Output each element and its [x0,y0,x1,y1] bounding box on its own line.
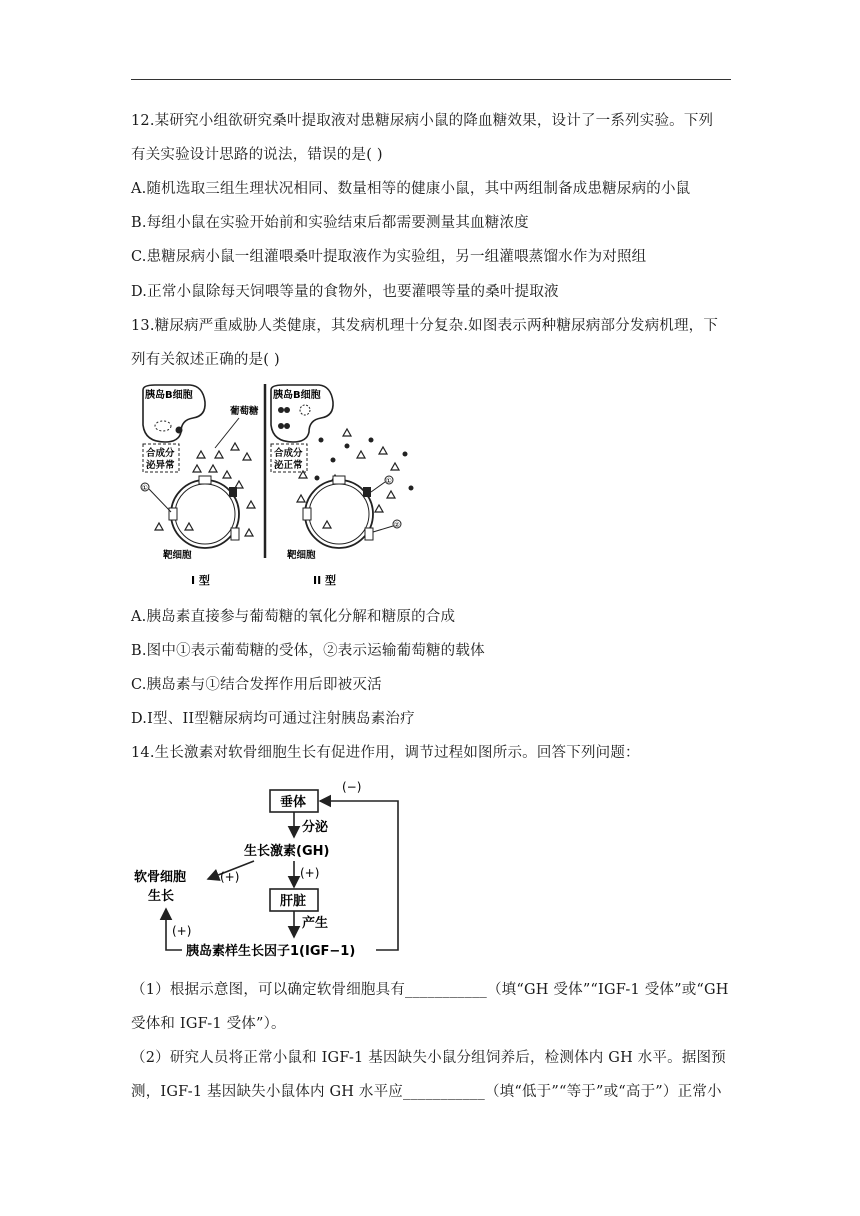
q12-option-b: B.每组小鼠在实验开始前和实验结束后都需要测量其血糖浓度 [131,215,529,231]
right-marker-2-line [373,526,393,532]
q13-stem-line2: 列有关叙述正确的是( ) [131,352,280,368]
q12-option-d: D.正常小鼠除每天饲喂等量的食物外，也要灌喂等量的桑叶提取液 [131,284,559,300]
q14-sub1-line1: （1）根据示意图，可以确定软骨细胞具有___________（填“GH 受体”“IGF-1 受体”或“GH [131,982,729,998]
q13-option-d: D.I型、II型糖尿病均可通过注射胰岛素治疗 [131,711,415,727]
pituitary-label: 垂体 [280,795,307,810]
right-transporter [363,487,371,497]
left-receptor-left [169,508,177,520]
right-receptor-top [333,476,345,484]
left-islet-label: 胰岛B细胞 [145,390,193,401]
right-marker-1-line [371,482,385,492]
right-target-label: 靶细胞 [287,550,316,561]
right-marker-2: ② [393,521,400,529]
right-box-line1: 合成分 [274,448,303,459]
q13-stem-line1: 13.糖尿病严重威胁人类健康，其发病机理十分复杂.如图表示两种糖尿病部分发病机理，下 [131,318,719,334]
gh-label: 生长激素(GH) [244,844,330,859]
right-target-cell [305,480,373,548]
left-receptor-top [199,476,211,484]
left-box-line1: 合成分 [146,448,175,459]
negative-feedback-arrow [320,801,398,950]
q13-option-c: C.胰岛素与①结合发挥作用后即被灭活 [131,677,382,693]
left-marker-1-line [149,489,171,512]
right-marker-1: ① [385,477,392,485]
negative-feedback-label: (−) [342,780,362,794]
left-target-cell [171,480,239,548]
igf-cartilage-positive: (+) [172,924,192,938]
left-receptor-right [231,528,239,540]
glucose-label: 葡萄糖 [230,406,259,417]
produce-label: 产生 [302,916,329,931]
q14-sub2-line2: 测，IGF-1 基因缺失小鼠体内 GH 水平应___________（填“低于”“等于”或“高于”）正常小 [131,1084,722,1100]
secrete-label: 分泌 [302,820,329,835]
type-1-label: I 型 [191,574,210,587]
right-receptor-left [303,508,311,520]
q13-option-a: A.胰岛素直接参与葡萄糖的氧化分解和糖原的合成 [131,609,456,625]
diabetes-mechanism-figure [135,380,425,590]
q12-option-a: A.随机选取三组生理状况相同、数量相等的健康小鼠，其中两组制备成患糖尿病的小鼠 [131,181,691,197]
left-insulin-dot [176,427,183,434]
left-marker-1: ① [141,484,148,492]
q14-stem: 14.生长激素对软骨细胞生长有促进作用，调节过程如图所示。回答下列问题： [131,745,640,761]
q12-stem-line1: 12.某研究小组欲研究桑叶提取液对患糖尿病小鼠的降血糖效果，设计了一系列实验。下列 [131,113,714,129]
igf-label: 胰岛素样生长因子1(IGF−1) [186,944,356,959]
q14-sub1-line2: 受体和 IGF-1 受体”）。 [131,1016,286,1032]
right-receptor-right [365,528,373,540]
growth-hormone-flow-diagram [130,775,420,965]
liver-label: 肝脏 [280,894,307,909]
left-target-label: 靶细胞 [163,550,192,561]
gh-liver-positive: (+) [300,866,320,880]
right-islet-label: 胰岛B细胞 [273,390,321,401]
q12-stem-line2: 有关实验设计思路的说法，错误的是( ) [131,147,383,163]
gh-cartilage-positive: (+) [220,870,240,884]
header-rule [131,79,731,80]
type-2-label: II 型 [313,574,337,587]
q13-option-b: B.图中①表示葡萄糖的受体，②表示运输葡萄糖的载体 [131,643,485,659]
q14-sub2-line1: （2）研究人员将正常小鼠和 IGF-1 基因缺失小鼠分组饲养后，检测体内 GH 水平。据图预 [131,1050,726,1066]
cartilage-label-2: 生长 [148,889,175,904]
q12-option-c: C.患糖尿病小鼠一组灌喂桑叶提取液作为实验组，另一组灌喂蒸馏水作为对照组 [131,249,647,265]
cartilage-label-1: 软骨细胞 [134,870,187,885]
right-box-line2: 泌正常 [274,460,303,471]
left-box-line2: 泌异常 [146,460,175,471]
left-transporter [229,487,237,497]
